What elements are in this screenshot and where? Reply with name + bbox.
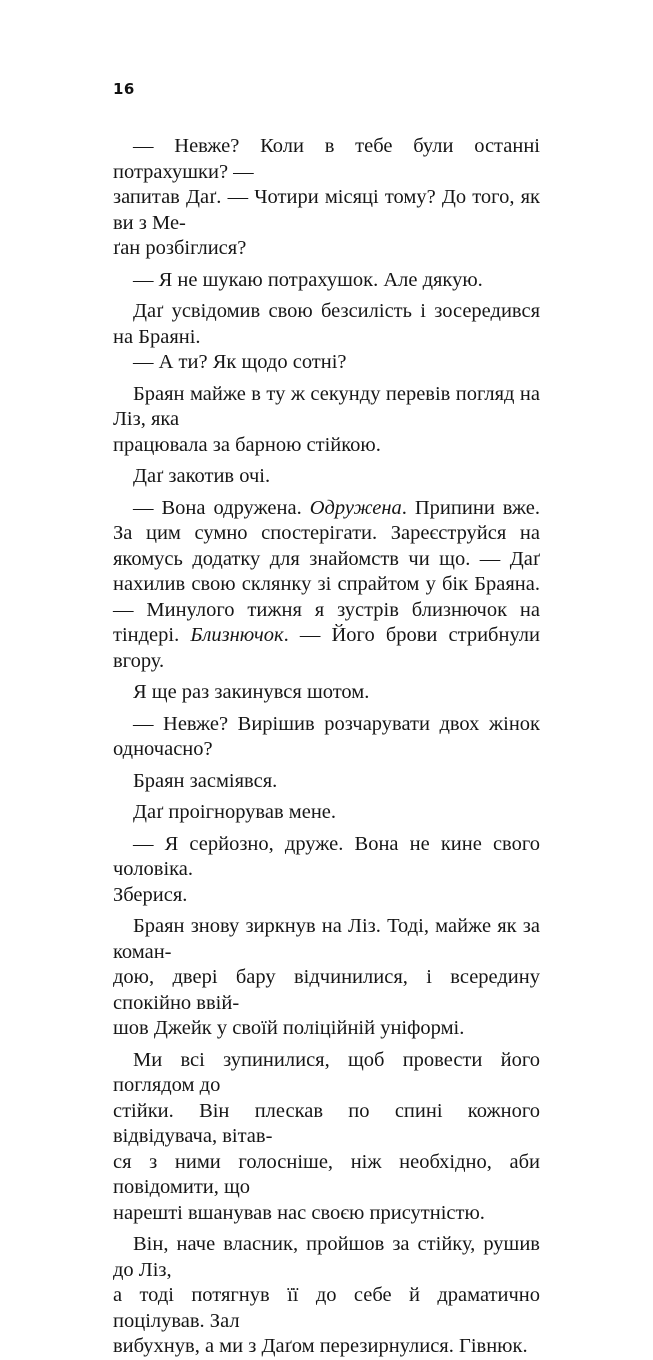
text-line: вибухнув, а ми з Даґом перезирнулися. Гівнюк. xyxy=(113,1335,528,1357)
text-line: — Я серйозно, друже. Вона не кине свого чоловіка. xyxy=(113,832,540,880)
body-text xyxy=(113,134,540,1360)
text-line: ґан розбіглися? xyxy=(113,237,247,259)
paragraph xyxy=(113,769,540,795)
text-line: працювала за барною стійкою. xyxy=(113,433,381,456)
text-line: стійки. Він плескав по спині кожного відвідувача, вітав- xyxy=(113,1099,540,1147)
text-run: . Припини вже. За цим сумно спостерігати. Зареєструйся на якомусь додатку для знайомств чи що. — Даґ нахилив свою склянку зі спрайтом у бік Браяна. — Минулого тижня я зустрів близнючок на тіндері. xyxy=(113,496,540,646)
paragraph xyxy=(113,134,540,262)
text-line: дою, двері бару відчинилися, і всередину спокійно ввій- xyxy=(113,966,540,1014)
paragraph xyxy=(113,680,540,706)
paragraph xyxy=(113,268,540,294)
paragraph xyxy=(113,299,540,350)
text-run: — Вона одружена. xyxy=(133,496,310,519)
paragraph xyxy=(113,1232,540,1360)
italic-run: Близнючок xyxy=(190,624,284,646)
paragraph xyxy=(113,800,540,826)
text-line: Він, наче власник, пройшов за стійку, рушив до Ліз, xyxy=(113,1233,540,1281)
text-line: Браян знову зиркнув на Ліз. Тоді, майже як за коман- xyxy=(113,915,540,963)
paragraph xyxy=(113,1048,540,1227)
text-line: — Я не шукаю потрахушок. Але дякую. xyxy=(133,268,483,291)
paragraph xyxy=(113,712,540,763)
text-line: запитав Даґ. — Чотири місяці тому? До того, як ви з Ме- xyxy=(113,186,540,234)
paragraph xyxy=(113,464,540,490)
text-line: — Невже? Вирішив розчарувати двох жінок одночасно? xyxy=(113,712,540,760)
text-line: Я ще раз закинувся шотом. xyxy=(133,681,370,703)
italic-run: Одружена xyxy=(309,496,402,519)
text-line: Браян майже в ту ж секунду перевів погляд на Ліз, яка xyxy=(113,382,540,430)
text-run: . — Його брови стрибнули вгору. xyxy=(113,624,540,672)
paragraph xyxy=(113,496,540,675)
text-line: ся з ними голосніше, ніж необхідно, аби повідомити, що xyxy=(113,1150,540,1198)
text-line: а тоді потягнув її до себе й драматично поцілував. Зал xyxy=(113,1284,540,1332)
text-line: Даґ усвідомив свою безсилість і зосередився на Браяні. xyxy=(113,300,540,348)
paragraph xyxy=(113,350,540,376)
paragraph xyxy=(113,382,540,459)
text-line: Браян засміявся. xyxy=(133,769,278,792)
text-line: — А ти? Як щодо сотні? xyxy=(133,351,347,373)
text-line: нарешті вшанував нас своєю присутністю. xyxy=(113,1201,485,1224)
text-line: Ми всі зупинилися, щоб провести його поглядом до xyxy=(113,1048,540,1096)
page-number: 16 xyxy=(113,80,135,98)
paragraph xyxy=(113,832,540,909)
paragraph xyxy=(113,914,540,1042)
text-line: — Невже? Коли в тебе були останні потрахушки? — xyxy=(113,135,540,183)
text-line: Зберися. xyxy=(113,883,188,906)
text-line: Даґ закотив очі. xyxy=(133,465,271,487)
text-line: Даґ проігнорував мене. xyxy=(133,801,337,823)
text-line: шов Джейк у своїй поліційній уніформі. xyxy=(113,1017,465,1039)
